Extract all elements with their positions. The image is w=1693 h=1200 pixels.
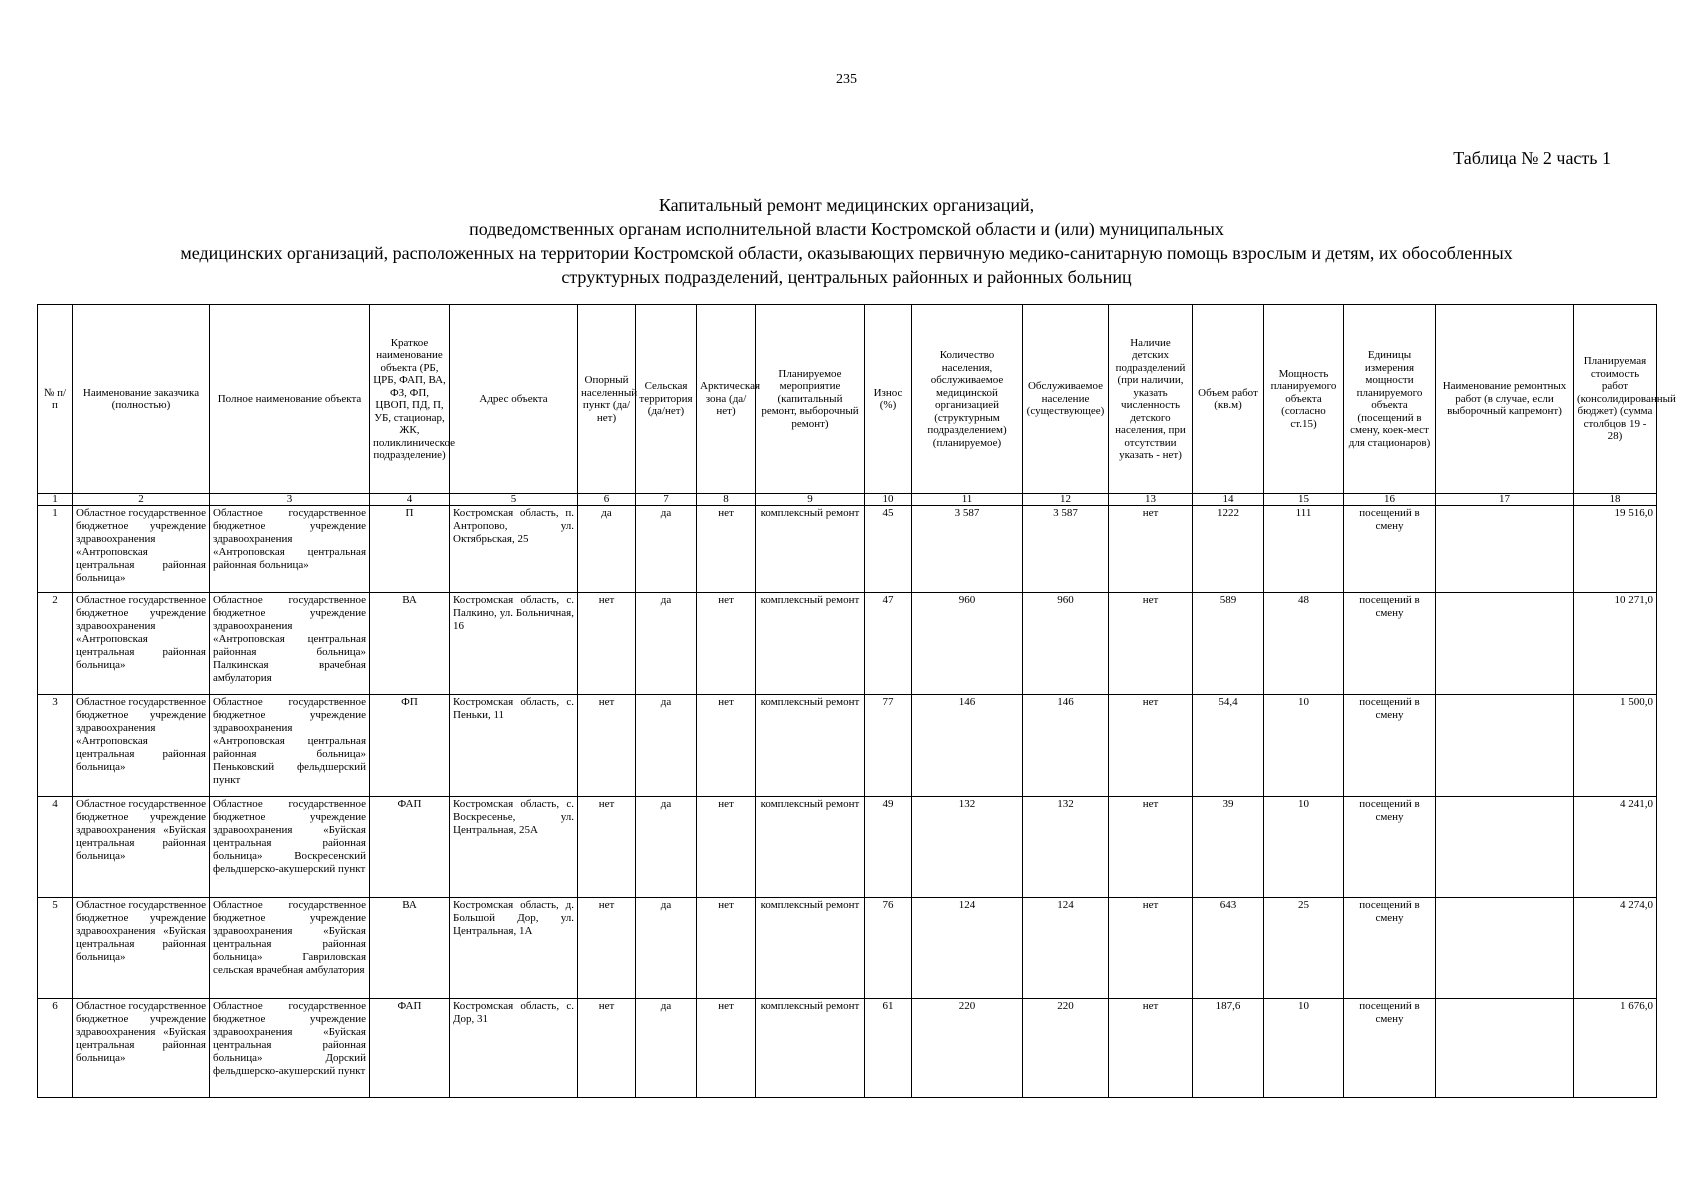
header-cell: Сельская территория (да/нет)	[636, 305, 697, 494]
works-cell	[1436, 898, 1574, 999]
short-name-cell: ФП	[370, 695, 450, 797]
support-settlement-cell: нет	[578, 797, 636, 898]
title-line: медицинских организаций, расположенных на территории Костромской области, оказывающих первичную медико-санитарную помощь взрослым и детям, их обособленных	[180, 243, 1513, 263]
header-cell: Количество населения, обслуживаемое медицинской организацией (структурным подразделением) (планируемое)	[912, 305, 1023, 494]
works-cell	[1436, 999, 1574, 1098]
header-cell: Наименование заказчика (полностью)	[73, 305, 210, 494]
population-planned-cell: 3 587	[912, 506, 1023, 593]
wear-cell: 76	[865, 898, 912, 999]
rural-cell: да	[636, 898, 697, 999]
header-cell: Обслуживаемое население (существующее)	[1023, 305, 1109, 494]
header-cell: Мощность планируемого объекта (согласно ст.15)	[1264, 305, 1344, 494]
unit-cell: посещений в смену	[1344, 506, 1436, 593]
row-number: 3	[38, 695, 73, 797]
column-number: 4	[370, 494, 450, 506]
column-number: 13	[1109, 494, 1193, 506]
capacity-cell: 111	[1264, 506, 1344, 593]
works-cell	[1436, 695, 1574, 797]
table-row	[38, 593, 1657, 695]
wear-cell: 77	[865, 695, 912, 797]
short-name-cell: П	[370, 506, 450, 593]
measure-cell: комплексный ремонт	[756, 999, 865, 1098]
header-cell: Единицы измерения мощности планируемого объекта (посещений в смену, коек-мест для стационаров)	[1344, 305, 1436, 494]
volume-cell: 1222	[1193, 506, 1264, 593]
volume-cell: 54,4	[1193, 695, 1264, 797]
column-number: 1	[38, 494, 73, 506]
measure-cell: комплексный ремонт	[756, 797, 865, 898]
document-title	[60, 193, 1633, 289]
column-number: 14	[1193, 494, 1264, 506]
column-number: 11	[912, 494, 1023, 506]
population-current-cell: 132	[1023, 797, 1109, 898]
cost-cell: 4 241,0	[1574, 797, 1657, 898]
table-row	[38, 506, 1657, 593]
capacity-cell: 48	[1264, 593, 1344, 695]
population-current-cell: 220	[1023, 999, 1109, 1098]
column-number: 8	[697, 494, 756, 506]
volume-cell: 643	[1193, 898, 1264, 999]
address-cell: Костромская область, с. Пеньки, 11	[450, 695, 578, 797]
children-cell: нет	[1109, 695, 1193, 797]
row-number: 2	[38, 593, 73, 695]
column-number: 10	[865, 494, 912, 506]
support-settlement-cell: нет	[578, 593, 636, 695]
unit-cell: посещений в смену	[1344, 695, 1436, 797]
wear-cell: 61	[865, 999, 912, 1098]
volume-cell: 589	[1193, 593, 1264, 695]
arctic-cell: нет	[697, 506, 756, 593]
table-row	[38, 999, 1657, 1098]
capacity-cell: 10	[1264, 797, 1344, 898]
header-cell: Наименование ремонтных работ (в случае, если выборочный капремонт)	[1436, 305, 1574, 494]
cost-cell: 4 274,0	[1574, 898, 1657, 999]
population-planned-cell: 132	[912, 797, 1023, 898]
object-cell: Областное государственное бюджетное учреждение здравоохранения «Антроповская центральная районная больница»	[210, 506, 370, 593]
population-current-cell: 124	[1023, 898, 1109, 999]
population-current-cell: 146	[1023, 695, 1109, 797]
cost-cell: 1 676,0	[1574, 999, 1657, 1098]
customer-cell: Областное государственное бюджетное учреждение здравоохранения «Буйская центральная районная больница»	[73, 898, 210, 999]
unit-cell: посещений в смену	[1344, 593, 1436, 695]
works-cell	[1436, 593, 1574, 695]
wear-cell: 45	[865, 506, 912, 593]
header-cell: Наличие детских подразделений (при наличии, указать численность детского населения, при отсутствии указать - нет)	[1109, 305, 1193, 494]
population-planned-cell: 220	[912, 999, 1023, 1098]
unit-cell: посещений в смену	[1344, 999, 1436, 1098]
row-number: 1	[38, 506, 73, 593]
arctic-cell: нет	[697, 695, 756, 797]
row-number: 5	[38, 898, 73, 999]
column-number: 16	[1344, 494, 1436, 506]
rural-cell: да	[636, 695, 697, 797]
wear-cell: 49	[865, 797, 912, 898]
address-cell: Костромская область, д. Большой Дор, ул. Центральная, 1А	[450, 898, 578, 999]
support-settlement-cell: нет	[578, 695, 636, 797]
measure-cell: комплексный ремонт	[756, 695, 865, 797]
short-name-cell: ВА	[370, 898, 450, 999]
population-current-cell: 3 587	[1023, 506, 1109, 593]
column-number: 17	[1436, 494, 1574, 506]
rural-cell: да	[636, 999, 697, 1098]
arctic-cell: нет	[697, 593, 756, 695]
repair-table	[37, 304, 1676, 1098]
column-number: 15	[1264, 494, 1344, 506]
address-cell: Костромская область, с. Дор, 31	[450, 999, 578, 1098]
children-cell: нет	[1109, 593, 1193, 695]
table-label: Таблица № 2 часть 1	[1453, 148, 1611, 168]
title-line: Капитальный ремонт медицинских организаций,	[658, 195, 1035, 215]
measure-cell: комплексный ремонт	[756, 898, 865, 999]
header-cell: Полное наименование объекта	[210, 305, 370, 494]
row-number: 4	[38, 797, 73, 898]
population-current-cell: 960	[1023, 593, 1109, 695]
customer-cell: Областное государственное бюджетное учреждение здравоохранения «Антроповская центральная районная больница»	[73, 506, 210, 593]
rural-cell: да	[636, 506, 697, 593]
arctic-cell: нет	[697, 999, 756, 1098]
column-number-row	[38, 494, 1657, 506]
column-number: 2	[73, 494, 210, 506]
support-settlement-cell: нет	[578, 898, 636, 999]
address-cell: Костромская область, с. Палкино, ул. Больничная, 16	[450, 593, 578, 695]
short-name-cell: ФАП	[370, 999, 450, 1098]
header-cell: Арктическая зона (да/нет)	[697, 305, 756, 494]
wear-cell: 47	[865, 593, 912, 695]
address-cell: Костромская область, с. Воскресенье, ул. Центральная, 25А	[450, 797, 578, 898]
customer-cell: Областное государственное бюджетное учреждение здравоохранения «Буйская центральная районная больница»	[73, 999, 210, 1098]
object-cell: Областное государственное бюджетное учреждение здравоохранения «Антроповская центральная районная больница» Палкинская врачебная амбулатория	[210, 593, 370, 695]
table-row	[38, 695, 1657, 797]
object-cell: Областное государственное бюджетное учреждение здравоохранения «Буйская центральная районная больница» Гавриловская сельская врачебная амбулатория	[210, 898, 370, 999]
cost-cell: 10 271,0	[1574, 593, 1657, 695]
header-cell: Планируемая стоимость работ (консолидированный бюджет) (сумма столбцов 19 - 28)	[1574, 305, 1657, 494]
title-line: подведомственных органам исполнительной власти Костромской области и (или) муниципальных	[469, 219, 1224, 239]
header-row	[38, 305, 1657, 494]
object-cell: Областное государственное бюджетное учреждение здравоохранения «Буйская центральная районная больница» Воскресенский фельдшерско-акушерский пункт	[210, 797, 370, 898]
header-cell: Адрес объекта	[450, 305, 578, 494]
header-cell: Износ (%)	[865, 305, 912, 494]
header-cell: Краткое наименование объекта (РБ, ЦРБ, ФАП, ВА, ФЗ, ФП, ЦВОП, ПД, П, УБ, стационар, ЖК, поликлиническое подразделение)	[370, 305, 450, 494]
column-number: 7	[636, 494, 697, 506]
cost-cell: 1 500,0	[1574, 695, 1657, 797]
table-row	[38, 797, 1657, 898]
capacity-cell: 10	[1264, 999, 1344, 1098]
column-number: 5	[450, 494, 578, 506]
object-cell: Областное государственное бюджетное учреждение здравоохранения «Буйская центральная районная больница» Дорский фельдшерско-акушерский пункт	[210, 999, 370, 1098]
header-cell: Объем работ (кв.м)	[1193, 305, 1264, 494]
column-number: 18	[1574, 494, 1657, 506]
support-settlement-cell: нет	[578, 999, 636, 1098]
support-settlement-cell: да	[578, 506, 636, 593]
short-name-cell: ФАП	[370, 797, 450, 898]
rural-cell: да	[636, 593, 697, 695]
population-planned-cell: 124	[912, 898, 1023, 999]
arctic-cell: нет	[697, 797, 756, 898]
customer-cell: Областное государственное бюджетное учреждение здравоохранения «Антроповская центральная районная больница»	[73, 695, 210, 797]
children-cell: нет	[1109, 999, 1193, 1098]
measure-cell: комплексный ремонт	[756, 506, 865, 593]
customer-cell: Областное государственное бюджетное учреждение здравоохранения «Антроповская центральная районная больница»	[73, 593, 210, 695]
works-cell	[1436, 506, 1574, 593]
unit-cell: посещений в смену	[1344, 898, 1436, 999]
header-cell: Опорный населенный пункт (да/нет)	[578, 305, 636, 494]
arctic-cell: нет	[697, 898, 756, 999]
title-line: структурных подразделений, центральных районных и районных больниц	[561, 267, 1132, 287]
works-cell	[1436, 797, 1574, 898]
object-cell: Областное государственное бюджетное учреждение здравоохранения «Антроповская центральная районная больница» Пеньковский фельдшерский пункт	[210, 695, 370, 797]
column-number: 6	[578, 494, 636, 506]
short-name-cell: ВА	[370, 593, 450, 695]
capacity-cell: 25	[1264, 898, 1344, 999]
customer-cell: Областное государственное бюджетное учреждение здравоохранения «Буйская центральная районная больница»	[73, 797, 210, 898]
volume-cell: 39	[1193, 797, 1264, 898]
header-cell: Планируемое мероприятие (капитальный ремонт, выборочный ремонт)	[756, 305, 865, 494]
cost-cell: 19 516,0	[1574, 506, 1657, 593]
capacity-cell: 10	[1264, 695, 1344, 797]
table-row	[38, 898, 1657, 999]
population-planned-cell: 960	[912, 593, 1023, 695]
header-cell: № п/п	[38, 305, 73, 494]
row-number: 6	[38, 999, 73, 1098]
rural-cell: да	[636, 797, 697, 898]
column-number: 12	[1023, 494, 1109, 506]
column-number: 3	[210, 494, 370, 506]
address-cell: Костромская область, п. Антропово, ул. Октябрьская, 25	[450, 506, 578, 593]
volume-cell: 187,6	[1193, 999, 1264, 1098]
unit-cell: посещений в смену	[1344, 797, 1436, 898]
column-number: 9	[756, 494, 865, 506]
measure-cell: комплексный ремонт	[756, 593, 865, 695]
page-number: 235	[836, 72, 857, 87]
children-cell: нет	[1109, 898, 1193, 999]
children-cell: нет	[1109, 797, 1193, 898]
children-cell: нет	[1109, 506, 1193, 593]
population-planned-cell: 146	[912, 695, 1023, 797]
